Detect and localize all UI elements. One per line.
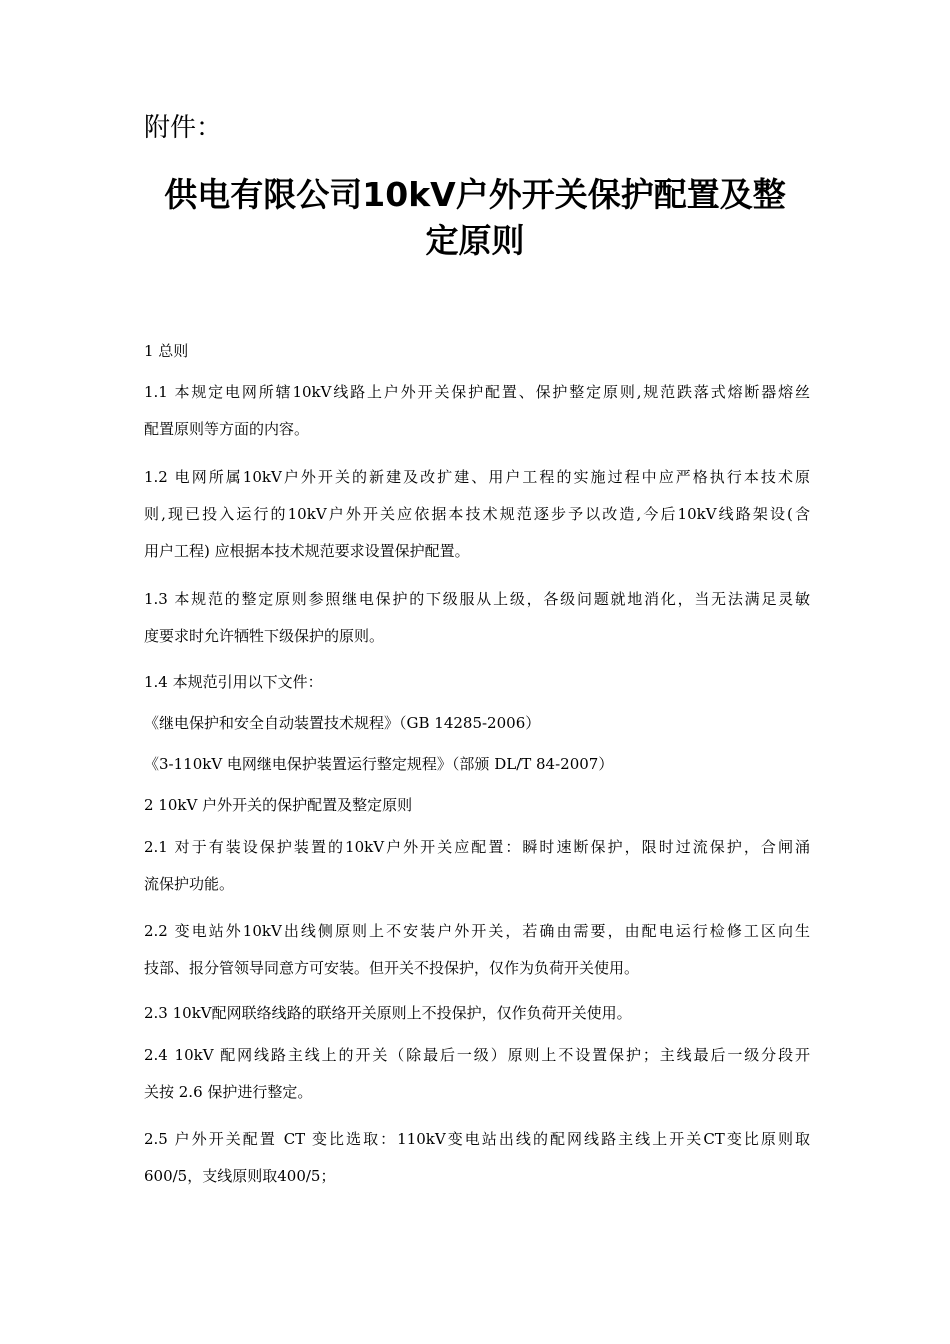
paragraph <box>144 581 810 655</box>
text-line: 度要求时允许牺牲下级保护的原则。 <box>144 627 385 645</box>
text-line: 用户工程) 应根据本技术规范要求设置保护配置。 <box>144 542 470 560</box>
document-title <box>130 172 820 264</box>
paragraph <box>144 1037 810 1111</box>
text-line: 2.4 10kV 配网线路主线上的开关（除最后一级）原则上不设置保护；主线最后一级分段开 <box>144 1046 810 1064</box>
paragraph <box>144 664 810 701</box>
section-heading <box>144 787 810 824</box>
paragraph <box>144 913 810 987</box>
text-line: 1.2 电网所属10kV户外开关的新建及改扩建、用户工程的实施过程中应严格执行本技术原 <box>144 468 810 486</box>
paragraph <box>144 1121 810 1195</box>
text-line: 《3-110kV 电网继电保护装置运行整定规程》（部颁 DL/T 84-2007） <box>144 755 614 773</box>
text-line: 600/5，支线原则取400/5； <box>144 1167 336 1185</box>
section-heading <box>144 333 810 370</box>
reference-item <box>144 705 810 742</box>
title-line: 供电有限公司10kV户外开关保护配置及整 <box>164 175 786 214</box>
reference-item <box>144 746 810 783</box>
text-line: 1 总则 <box>144 342 189 360</box>
text-line: 《继电保护和安全自动装置技术规程》（GB 14285-2006） <box>144 714 541 732</box>
text-line: 2 10kV 户外开关的保护配置及整定原则 <box>144 796 413 814</box>
text-line: 1.3 本规范的整定原则参照继电保护的下级服从上级，各级问题就地消化，当无法满足灵敏 <box>144 590 810 608</box>
text-line: 1.1 本规定电网所辖10kV线路上户外开关保护配置、保护整定原则,规范跌落式熔断器熔丝 <box>144 383 810 401</box>
text-line: 2.5 户外开关配置 CT 变比选取：110kV变电站出线的配网线路主线上开关CT变比原则取 <box>144 1130 810 1148</box>
attachment-label: 附件： <box>144 113 223 143</box>
text-line: 2.1 对于有装设保护装置的10kV户外开关应配置：瞬时速断保护，限时过流保护，合闸涌 <box>144 838 810 856</box>
text-line: 关按 2.6 保护进行整定。 <box>144 1083 313 1101</box>
title-line: 定原则 <box>425 221 525 260</box>
text-line: 2.3 10kV配网联络线路的联络开关原则上不投保护，仅作负荷开关使用。 <box>144 1004 632 1022</box>
text-line: 配置原则等方面的内容。 <box>144 420 310 438</box>
paragraph <box>144 374 810 448</box>
paragraph <box>144 995 810 1032</box>
paragraph <box>144 829 810 903</box>
text-line: 技部、报分管领导同意方可安装。但开关不投保护，仅作为负荷开关使用。 <box>144 959 640 977</box>
text-line: 1.4 本规范引用以下文件： <box>144 673 323 691</box>
text-line: 流保护功能。 <box>144 875 235 893</box>
paragraph <box>144 459 810 570</box>
text-line: 2.2 变电站外10kV出线侧原则上不安装户外开关，若确由需要，由配电运行检修工区向生 <box>144 922 810 940</box>
text-line: 则,现已投入运行的10kV户外开关应依据本技术规范逐步予以改造,今后10kV线路架设(含 <box>144 505 810 523</box>
